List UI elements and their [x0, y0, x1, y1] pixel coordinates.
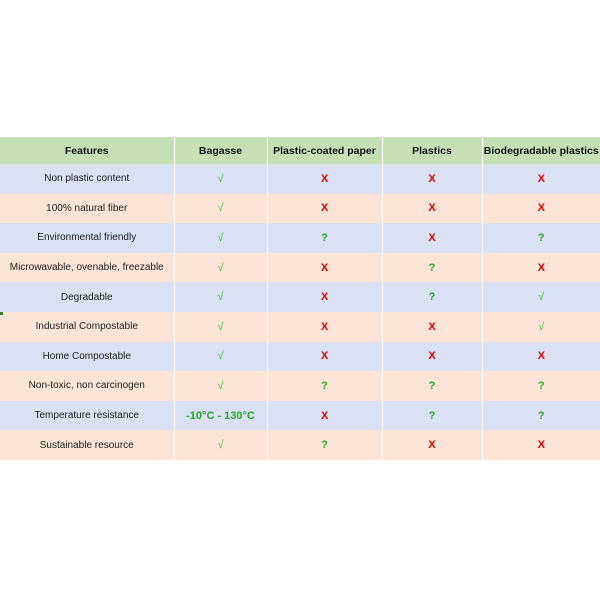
feature-label: Non-toxic, non carcinogen: [0, 371, 174, 401]
table-row: [0, 371, 600, 401]
question-mark: ?: [537, 379, 545, 392]
feature-label: Degradable: [0, 282, 174, 312]
table-row: [0, 342, 600, 372]
cell-plastics: [382, 164, 482, 194]
cell-bagasse: [174, 312, 267, 342]
question-mark: ?: [321, 439, 328, 452]
feature-label: Sustainable resource: [0, 430, 174, 460]
cell-plastic-coated-paper: [267, 430, 382, 460]
cross-mark: X: [320, 320, 329, 333]
cell-bagasse: [174, 194, 267, 224]
cell-bagasse: [174, 164, 267, 194]
table-row: [0, 282, 600, 312]
check-mark: √: [217, 261, 224, 274]
feature-label: Temperature resistance: [0, 401, 174, 431]
check-mark: √: [217, 231, 224, 244]
cell-bagasse: [174, 282, 267, 312]
table-body: [0, 164, 600, 460]
cell-biodegradable-plastics: [482, 223, 600, 253]
cross-mark: X: [537, 202, 545, 215]
cell-plastics: [382, 223, 482, 253]
check-mark: √: [217, 202, 224, 215]
question-mark: ?: [428, 379, 436, 392]
cross-mark: X: [537, 261, 545, 274]
cell-plastics: [382, 194, 482, 224]
cell-biodegradable-plastics: [482, 253, 600, 283]
cell-plastics: [382, 312, 482, 342]
cross-mark: X: [320, 172, 329, 185]
cell-bagasse: [174, 253, 267, 283]
cell-bagasse: [174, 223, 267, 253]
cell-plastic-coated-paper: [267, 401, 382, 431]
cross-mark: X: [428, 320, 436, 333]
cell-biodegradable-plastics: [482, 430, 600, 460]
cell-bagasse: [174, 371, 267, 401]
cross-mark: X: [428, 350, 436, 363]
cell-plastic-coated-paper: [267, 253, 382, 283]
cross-mark: X: [320, 291, 329, 304]
cell-biodegradable-plastics: [482, 194, 600, 224]
table-row: [0, 253, 600, 283]
temperature-range: -10°C - 130°C: [186, 409, 255, 422]
table-row: [0, 430, 600, 460]
cell-plastic-coated-paper: [267, 223, 382, 253]
cell-plastics: [382, 282, 482, 312]
cross-mark: X: [320, 261, 329, 274]
check-mark: √: [538, 320, 545, 333]
feature-label: Industrial Compostable: [0, 312, 174, 342]
question-mark: ?: [428, 291, 436, 304]
cell-plastics: [382, 342, 482, 372]
cell-plastics: [382, 430, 482, 460]
cell-plastic-coated-paper: [267, 164, 382, 194]
cross-mark: X: [537, 172, 545, 185]
table-row: [0, 401, 600, 431]
question-mark: ?: [428, 261, 436, 274]
cell-biodegradable-plastics: [482, 342, 600, 372]
cell-plastics: [382, 401, 482, 431]
question-mark: ?: [537, 231, 545, 244]
cross-mark: X: [537, 439, 545, 452]
header-bagasse: Bagasse: [174, 137, 267, 164]
feature-label: Non plastic content: [0, 164, 174, 194]
check-mark: √: [538, 291, 545, 304]
header-features: Features: [0, 137, 174, 164]
edge-marker: [0, 312, 3, 315]
cell-plastic-coated-paper: [267, 194, 382, 224]
cross-mark: X: [320, 202, 329, 215]
table-row: [0, 194, 600, 224]
table-row: [0, 223, 600, 253]
cross-mark: X: [428, 202, 436, 215]
check-mark: √: [217, 439, 224, 452]
table-row: [0, 312, 600, 342]
cell-plastics: [382, 253, 482, 283]
check-mark: √: [217, 379, 224, 392]
question-mark: ?: [321, 231, 328, 244]
header-plastic-coated-paper: Plastic-coated paper: [267, 137, 382, 164]
check-mark: √: [217, 350, 224, 363]
cell-plastics: [382, 371, 482, 401]
question-mark: ?: [321, 379, 328, 392]
cell-plastic-coated-paper: [267, 371, 382, 401]
cross-mark: X: [320, 409, 329, 422]
cell-plastic-coated-paper: [267, 282, 382, 312]
header-biodegradable-plastics: Biodegradable plastics: [483, 144, 599, 157]
cell-biodegradable-plastics: [482, 164, 600, 194]
cell-biodegradable-plastics: [482, 312, 600, 342]
cell-biodegradable-plastics: [482, 401, 600, 431]
question-mark: ?: [537, 409, 545, 422]
check-mark: √: [217, 172, 224, 185]
cell-biodegradable-plastics: [482, 371, 600, 401]
header-plastics: Plastics: [382, 137, 482, 164]
table-row: [0, 164, 600, 194]
cross-mark: X: [428, 439, 436, 452]
question-mark: ?: [428, 409, 436, 422]
feature-label: 100% natural fiber: [0, 194, 174, 224]
feature-label: Home Compostable: [0, 342, 174, 372]
comparison-table: [0, 137, 600, 460]
cell-bagasse: [174, 342, 267, 372]
cross-mark: X: [428, 172, 436, 185]
cell-bagasse: [174, 430, 267, 460]
cross-mark: X: [537, 350, 545, 363]
cell-plastic-coated-paper: [267, 342, 382, 372]
feature-label: Environmental friendly: [0, 223, 174, 253]
check-mark: √: [217, 320, 224, 333]
check-mark: √: [217, 291, 224, 304]
table-header-row: [0, 137, 600, 164]
cell-biodegradable-plastics: [482, 282, 600, 312]
cell-bagasse: [174, 401, 267, 431]
feature-label: Microwavable, ovenable, freezable: [0, 253, 174, 283]
cross-mark: X: [320, 350, 329, 363]
cell-plastic-coated-paper: [267, 312, 382, 342]
cross-mark: X: [428, 231, 436, 244]
